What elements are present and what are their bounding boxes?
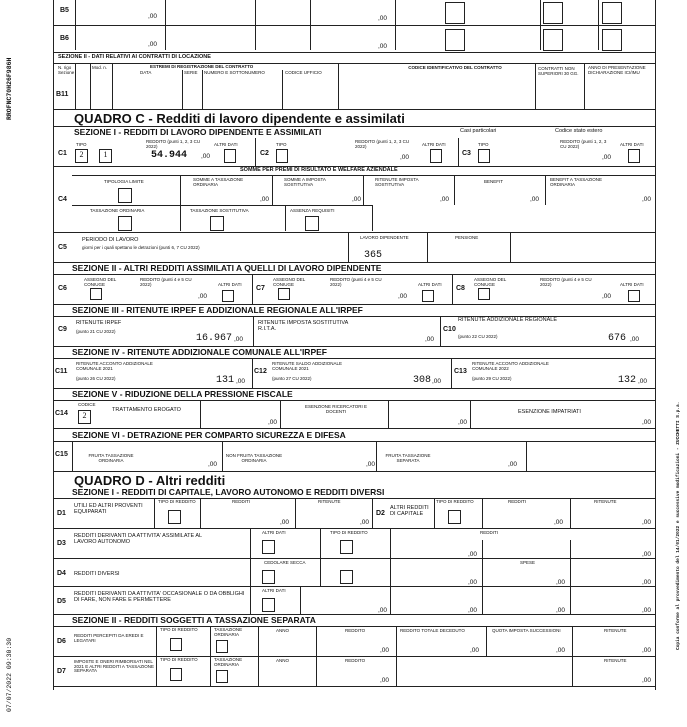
decimals: ,00 xyxy=(530,196,540,203)
row-code: C15 xyxy=(55,451,68,458)
row-code: B6 xyxy=(60,35,69,42)
row-code: C10 xyxy=(443,326,456,333)
decimals: ,00 xyxy=(458,419,468,426)
label: TASSAZIONE ORDINARIA xyxy=(90,208,145,213)
label: giorni per i quali spettano le detrazioni (punti 6, 7 CU 2022) xyxy=(82,245,200,250)
label: (punto 27 CU 2022) xyxy=(272,376,312,381)
c14-codice[interactable]: 2 xyxy=(78,410,91,424)
decimals: ,00 xyxy=(602,154,612,161)
label: ANNO xyxy=(276,658,290,663)
decimals: ,00 xyxy=(468,551,478,558)
label: ALTRI DATI xyxy=(418,282,442,287)
label: LAVORO DIPENDENTE xyxy=(360,235,409,240)
checkbox[interactable] xyxy=(543,2,563,24)
label: REDDITI DERIVANTI DA ATTIVITA' OCCASIONALE O DA OBBLIGHI DI FARE, NON FARE E PERMETTERE xyxy=(74,591,245,603)
decimals: ,00 xyxy=(642,647,652,654)
row-code: B11 xyxy=(56,91,69,98)
label: RITENUTE ACCONTO ADDIZIONALE COMUNALE 2022 xyxy=(472,361,549,371)
label: ASSEGNO DEL CONIUGE xyxy=(273,277,306,287)
checkbox[interactable] xyxy=(170,638,182,651)
checkbox[interactable] xyxy=(262,570,275,584)
decimals: ,00 xyxy=(360,519,370,526)
label: REDDITO xyxy=(345,658,366,663)
decimals: ,00 xyxy=(468,579,478,586)
decimals: ,00 xyxy=(398,293,408,300)
row-code: C2 xyxy=(260,150,269,157)
row-code: D7 xyxy=(57,668,66,675)
col-header: SERIE xyxy=(184,70,198,75)
label: CODICE xyxy=(78,402,96,407)
label: ALTRI DATI xyxy=(422,142,446,147)
label: (punto 29 CU 2022) xyxy=(472,376,512,381)
decimals: ,00 xyxy=(400,154,410,161)
decimals: ,00 xyxy=(366,461,376,468)
decimals: ,00 xyxy=(380,677,390,684)
row-code: C14 xyxy=(55,410,68,417)
row-code: C7 xyxy=(256,285,265,292)
col-header: CODICE IDENTIFICATIVO DEL CONTRATTO xyxy=(408,65,502,70)
col-header: DATA xyxy=(140,70,152,75)
checkbox[interactable] xyxy=(278,288,290,300)
row-code: C3 xyxy=(462,150,471,157)
label: TASSAZIONE ORDINARIA xyxy=(214,657,243,667)
decimals: ,00 xyxy=(432,378,442,385)
decimals: ,00 xyxy=(236,378,246,385)
checkbox[interactable] xyxy=(478,149,490,163)
label: Codice stato estero xyxy=(555,128,603,134)
label: RITENUTE IMPOSTA SOSTITUTIVA xyxy=(375,177,419,187)
row-code: C11 xyxy=(55,368,68,375)
section-title: SEZIONE III - RITENUTE IRPEF E ADDIZIONALE REGIONALE ALL'IRPEF xyxy=(72,305,363,315)
section-title: SOMME PER PREMI DI RISULTATO E WELFARE AZIENDALE xyxy=(240,167,398,173)
label: TIPOLOGIA LIMITE xyxy=(104,179,144,184)
decimals: ,00 xyxy=(508,461,518,468)
label: REDDITI DIVERSI xyxy=(74,571,120,577)
label: TIPO xyxy=(76,142,87,147)
checkbox[interactable] xyxy=(118,188,132,203)
conformity-note-side: Copia conforme al provvedimento del 14/01/2022 e successive modificazioni - ZUCCHETTI S.p.a. xyxy=(676,401,681,650)
label: TIPO DI REDDITO xyxy=(158,499,196,504)
row-code: C4 xyxy=(58,196,67,203)
section-title: SEZIONE VI - DETRAZIONE PER COMPARTO SICUREZZA E DIFESA xyxy=(72,430,346,440)
section-title: SEZIONE I - REDDITI DI LAVORO DIPENDENTE E ASSIMILATI xyxy=(74,127,322,137)
checkbox[interactable] xyxy=(262,598,275,612)
label: TASSAZIONE ORDINARIA xyxy=(214,627,243,637)
label: BENEFIT A TASSAZIONE ORDINARIA xyxy=(550,177,603,187)
checkbox[interactable] xyxy=(276,149,288,163)
decimals: ,00 xyxy=(280,519,290,526)
checkbox[interactable] xyxy=(430,149,442,163)
checkbox[interactable] xyxy=(628,290,640,302)
row-code: D1 xyxy=(57,510,66,517)
decimals: ,00 xyxy=(642,579,652,586)
decimals: ,00 xyxy=(554,519,564,526)
decimals: ,00 xyxy=(556,607,566,614)
checkbox[interactable] xyxy=(216,670,228,683)
label: REDDITO TOTALE DECEDUTO xyxy=(400,628,465,633)
label: ALTRI DATI xyxy=(262,588,286,593)
quadro-c-title: QUADRO C - Redditi di lavoro dipendente e assimilati xyxy=(74,111,405,126)
checkbox[interactable] xyxy=(340,540,353,554)
section-title: SEZIONE II - DATI RELATIVI AI CONTRATTI DI LOCAZIONE xyxy=(58,54,211,60)
label: ASSEGNO DEL CONIUGE xyxy=(84,277,117,287)
row-code: C1 xyxy=(58,150,67,157)
col-header: Mod. n. xyxy=(92,65,108,70)
label: TIPO DI REDDITO xyxy=(160,627,198,632)
decimals: ,00 xyxy=(198,293,208,300)
label: RITENUTE xyxy=(594,499,617,504)
label: REDDITO xyxy=(345,628,366,633)
label: RITENUTE IMPOSTA SOSTITUTIVA R.I.T.A. xyxy=(258,320,348,332)
decimals: ,00 xyxy=(642,677,652,684)
c11-value[interactable]: 131 xyxy=(216,375,235,386)
decimals: ,00 xyxy=(440,196,450,203)
checkbox[interactable] xyxy=(628,149,640,163)
section-title: SEZIONE V - RIDUZIONE DELLA PRESSIONE FISCALE xyxy=(72,389,293,399)
section-title: SEZIONE IV - RITENUTE ADDIZIONALE COMUNALE ALL'IRPEF xyxy=(72,347,327,357)
label: QUOTA IMPOSTA SUCCESSIONI xyxy=(492,628,561,633)
label: TIPO DI REDDITO xyxy=(330,530,368,535)
label: BENEFIT xyxy=(484,179,504,184)
row-code: C12 xyxy=(254,368,267,375)
col-header: ANNO DI PRESENTAZIONE DICHIARAZIONE ICI/IMU xyxy=(588,65,646,75)
label: (punto 22 CU 2022) xyxy=(458,334,498,339)
checkbox[interactable] xyxy=(216,640,228,653)
checkbox[interactable] xyxy=(422,290,434,302)
decimals: ,00 xyxy=(352,196,362,203)
decimals: ,00 xyxy=(260,196,270,203)
row-code: C5 xyxy=(58,244,67,251)
col-header: CONTRATTI NON SUPERIORI 30 GG. xyxy=(538,66,579,76)
label: REDDITI xyxy=(480,530,498,535)
checkbox[interactable] xyxy=(170,668,182,681)
decimals: ,00 xyxy=(268,419,278,426)
decimals: ,00 xyxy=(378,607,388,614)
label: ANNO xyxy=(276,628,290,633)
label: TIPO DI REDDITO xyxy=(436,499,474,504)
decimals: ,00 xyxy=(556,647,566,654)
checkbox[interactable] xyxy=(478,288,490,300)
label: REDDITI PERCEPITI DA EREDI E LEGATARI xyxy=(74,633,144,643)
timestamp-side: 07/07/2022 09:30:30 xyxy=(6,637,13,712)
decimals: ,00 xyxy=(468,607,478,614)
label: NON FRUITA TASSAZIONE ORDINARIA xyxy=(225,453,283,463)
label: REDDITO (punti 1, 2, 3 CU 2022) xyxy=(355,139,410,149)
row-code: D2 xyxy=(376,510,385,517)
row-code: B5 xyxy=(60,7,69,14)
label: REDDITO (punti 1, 2, 3 CU 2022) xyxy=(146,139,201,149)
label: ESENZIONE RICERCATORI E DOCENTI xyxy=(304,404,368,414)
label: RITENUTE IRPEF xyxy=(76,320,122,326)
checkbox[interactable] xyxy=(448,510,461,524)
label: (punto 21 CU 2022) xyxy=(76,329,116,334)
checkbox[interactable] xyxy=(90,288,102,300)
checkbox[interactable] xyxy=(118,216,132,231)
label: Casi particolari xyxy=(460,128,497,134)
label: ALTRI DATI xyxy=(620,282,644,287)
c5-giorni-value[interactable]: 365 xyxy=(364,250,383,261)
checkbox[interactable] xyxy=(168,510,181,524)
col-header: CODICE UFFICIO xyxy=(285,70,322,75)
row-code: C8 xyxy=(456,285,465,292)
label: ALTRI DATI xyxy=(620,142,644,147)
row-code: C13 xyxy=(454,368,467,375)
label: ALTRI DATI xyxy=(218,282,242,287)
checkbox[interactable] xyxy=(340,570,353,584)
amount: ,00 xyxy=(148,13,158,20)
decimals: ,00 xyxy=(470,647,480,654)
label: TASSAZIONE SOSTITUTIVA xyxy=(190,208,249,213)
label: PENSIONE xyxy=(455,235,479,240)
label: SOMME A TASSAZIONE ORDINARIA xyxy=(193,177,244,187)
label: ASSENZA REQUISITI xyxy=(290,208,335,213)
label: RITENUTE xyxy=(604,658,627,663)
decimals: ,00 xyxy=(642,551,652,558)
row-code: D3 xyxy=(57,540,66,547)
label: RITENUTE SALDO ADDIZIONALE COMUNALE 2021 xyxy=(272,361,343,371)
c10-addizionale-regionale-value[interactable]: 676 xyxy=(608,333,627,344)
decimals: ,00 xyxy=(380,647,390,654)
decimals: ,00 xyxy=(638,378,648,385)
checkbox[interactable] xyxy=(543,29,563,51)
row-code: D5 xyxy=(57,598,66,605)
label: SPESE xyxy=(520,560,536,565)
label: RITENUTE xyxy=(318,499,341,504)
row-code: D4 xyxy=(57,570,66,577)
c1-reddito-value[interactable]: 54.944 xyxy=(151,150,188,161)
label: CEDOLARE SECCA xyxy=(264,560,306,565)
label: REDDITI xyxy=(508,499,526,504)
label: UTILI ED ALTRI PROVENTI EQUIPARATI xyxy=(74,503,143,515)
label: ESENZIONE IMPATRIATI xyxy=(518,409,581,415)
checkbox[interactable] xyxy=(224,149,236,163)
label: TIPO xyxy=(478,142,489,147)
checkbox[interactable] xyxy=(305,216,319,231)
label: REDDITI xyxy=(232,499,250,504)
label: REDDITO (punti 4 e 5 CU 2022) xyxy=(330,277,382,287)
col-header: ESTREMI DI REGISTRAZIONE DEL CONTRATTO xyxy=(150,64,254,69)
decimals: ,00 xyxy=(642,607,652,614)
checkbox[interactable] xyxy=(602,29,622,51)
label: ALTRI DATI xyxy=(214,142,238,147)
label: TIPO DI REDDITO xyxy=(160,657,198,662)
amount: ,00 xyxy=(378,43,388,50)
label: FRUITA TASSAZIONE SEPARATA xyxy=(385,453,431,463)
row-code: C9 xyxy=(58,326,67,333)
label: SOMME A IMPOSTA SOSTITUTIVA xyxy=(284,177,326,187)
label: ALTRI DATI xyxy=(262,530,286,535)
decimals: ,00 xyxy=(642,519,652,526)
label: REDDITO (punti 1, 2, 3 CU 2022) xyxy=(560,139,607,149)
decimals: ,00 xyxy=(642,419,652,426)
label: RITENUTE ADDIZIONALE REGIONALE xyxy=(458,317,558,323)
checkbox[interactable] xyxy=(445,2,465,24)
label: PERIODO DI LAVORO xyxy=(82,237,139,243)
c1-tipo[interactable]: 2 xyxy=(75,149,88,163)
c1-indeterminato[interactable]: 1 xyxy=(99,149,112,163)
decimals: ,00 xyxy=(234,336,244,343)
c13-value[interactable]: 132 xyxy=(618,375,637,386)
label: RITENUTE xyxy=(604,628,627,633)
label: REDDITI DERIVANTI DA ATTIVITA' ASSIMILATE AL LAVORO AUTONOMO xyxy=(74,533,202,545)
decimals: ,00 xyxy=(602,293,612,300)
decimals: ,00 xyxy=(201,153,211,160)
decimals: ,00 xyxy=(425,336,435,343)
checkbox[interactable] xyxy=(445,29,465,51)
section-title: SEZIONE II - ALTRI REDDITI ASSIMILATI A QUELLI DI LAVORO DIPENDENTE xyxy=(72,263,382,273)
section-title: SEZIONE II - REDDITI SOGGETTI A TASSAZIONE SEPARATA xyxy=(72,615,316,625)
label: TRATTAMENTO EROGATO xyxy=(112,407,181,413)
col-header: NUMERO E SOTTONUMERO xyxy=(204,70,265,75)
label: (punto 26 CU 2022) xyxy=(76,376,116,381)
section-title: SEZIONE I - REDDITI DI CAPITALE, LAVORO AUTONOMO E REDDITI DIVERSI xyxy=(72,487,385,497)
checkbox[interactable] xyxy=(222,290,234,302)
decimals: ,00 xyxy=(208,461,218,468)
decimals: ,00 xyxy=(642,196,652,203)
checkbox[interactable] xyxy=(262,540,275,554)
decimals: ,00 xyxy=(556,579,566,586)
label: REDDITO (punti 4 e 5 CU 2022) xyxy=(140,277,192,287)
checkbox[interactable] xyxy=(602,2,622,24)
label: RITENUTE ACCONTO ADDIZIONALE COMUNALE 2021 xyxy=(76,361,153,371)
frame-right xyxy=(655,0,656,690)
row-code: D6 xyxy=(57,638,66,645)
label: ALTRI REDDITI DI CAPITALE xyxy=(390,505,429,517)
label: REDDITO (punti 4 e 5 CU 2022) xyxy=(540,277,592,287)
row-code: C6 xyxy=(58,285,67,292)
decimals: ,00 xyxy=(630,336,640,343)
quadro-d-title: QUADRO D - Altri redditi xyxy=(74,473,226,488)
c9-ritenute-irpef-value[interactable]: 16.967 xyxy=(196,333,233,344)
amount: ,00 xyxy=(148,41,158,48)
col-header: N. rigo Sezione xyxy=(58,65,75,75)
label: TIPO xyxy=(276,142,287,147)
c12-value[interactable]: 308 xyxy=(413,375,432,386)
label: IMPOSTE E ONERI RIMBORSATI NEL 2021 E ALTRI REDDITI A TASSAZIONE SEPARATA xyxy=(74,659,155,673)
label: FRUITA TASSAZIONE ORDINARIA xyxy=(88,453,134,463)
amount: ,00 xyxy=(378,15,388,22)
label: ASSEGNO DEL CONIUGE xyxy=(474,277,507,287)
fiscal-code-side: RROFNC70H26F986H xyxy=(6,57,13,120)
checkbox[interactable] xyxy=(210,216,224,231)
